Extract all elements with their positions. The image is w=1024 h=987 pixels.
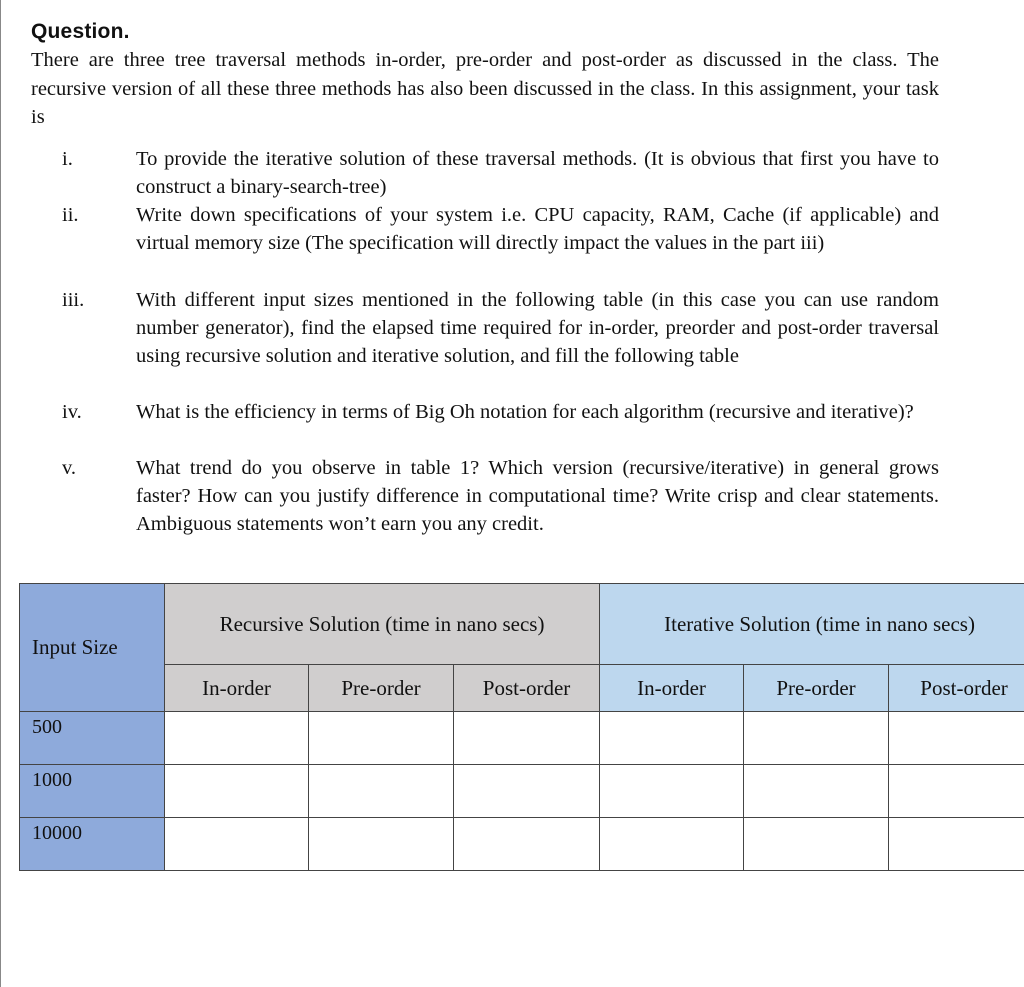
- table-cell: [165, 818, 309, 871]
- table-cell: [889, 712, 1024, 765]
- input-size-header: Input Size: [20, 584, 165, 712]
- table-cell: [600, 818, 744, 871]
- recursive-solution-header: Recursive Solution (time in nano secs): [165, 584, 600, 665]
- iterative-inorder-header: In-order: [600, 665, 744, 712]
- task-text: With different input sizes mentioned in the following table (in this case you can use random number generator), find the elapsed time required for in-order, preorder and post-order traversal using recursive solution and iterative solution, and fill the following table: [136, 289, 939, 367]
- task-text: What is the efficiency in terms of Big Oh notation for each algorithm (recursive and iterative)?: [136, 401, 914, 423]
- task-number: v.: [62, 457, 77, 479]
- task-text: Write down specifications of your system i.e. CPU capacity, RAM, Cache (if applicable) and virtual memory size (The specification will directly impact the values in the part iii): [136, 204, 939, 254]
- table-cell: [309, 765, 454, 818]
- table-cell: [309, 712, 454, 765]
- task-number: ii.: [62, 204, 79, 226]
- table-cell: [454, 818, 600, 871]
- recursive-postorder-header: Post-order: [454, 665, 600, 712]
- task-number: i.: [62, 148, 73, 170]
- iterative-preorder-header: Pre-order: [744, 665, 889, 712]
- table-cell: [454, 712, 600, 765]
- intro-paragraph: There are three tree traversal methods in-order, pre-order and post-order as discussed in the class. The recursive version of all these three methods has also been discussed in the class. In this assignment, your task is: [31, 49, 939, 128]
- table-cell: [165, 765, 309, 818]
- input-size-cell: 500: [20, 712, 165, 765]
- input-size-cell: 1000: [20, 765, 165, 818]
- table-cell: [744, 765, 889, 818]
- recursive-inorder-header: In-order: [165, 665, 309, 712]
- task-text: To provide the iterative solution of these traversal methods. (It is obvious that first you have to construct a binary-search-tree): [136, 148, 939, 198]
- table-cell: [309, 818, 454, 871]
- table-cell: [889, 765, 1024, 818]
- recursive-preorder-header: Pre-order: [309, 665, 454, 712]
- table-cell: [165, 712, 309, 765]
- table-row: [20, 765, 1024, 818]
- table-cell: [454, 765, 600, 818]
- iterative-postorder-header: Post-order: [889, 665, 1024, 712]
- table-cell: [744, 818, 889, 871]
- table-cell: [744, 712, 889, 765]
- table-row: [20, 712, 1024, 765]
- iterative-solution-header: Iterative Solution (time in nano secs): [600, 584, 1024, 665]
- task-number: iii.: [62, 289, 85, 311]
- question-heading: Question.: [31, 20, 130, 43]
- task-text: What trend do you observe in table 1? Which version (recursive/iterative) in general grows faster? How can you justify difference in computational time? Write crisp and clear statements. Ambiguous statements won’t earn you any credit.: [136, 457, 939, 535]
- page-left-border: [0, 0, 1, 987]
- table-cell: [600, 765, 744, 818]
- task-number: iv.: [62, 401, 82, 423]
- table-cell: [600, 712, 744, 765]
- results-table: [19, 583, 1024, 871]
- table-cell: [889, 818, 1024, 871]
- input-size-cell: 10000: [20, 818, 165, 871]
- table-row: [20, 818, 1024, 871]
